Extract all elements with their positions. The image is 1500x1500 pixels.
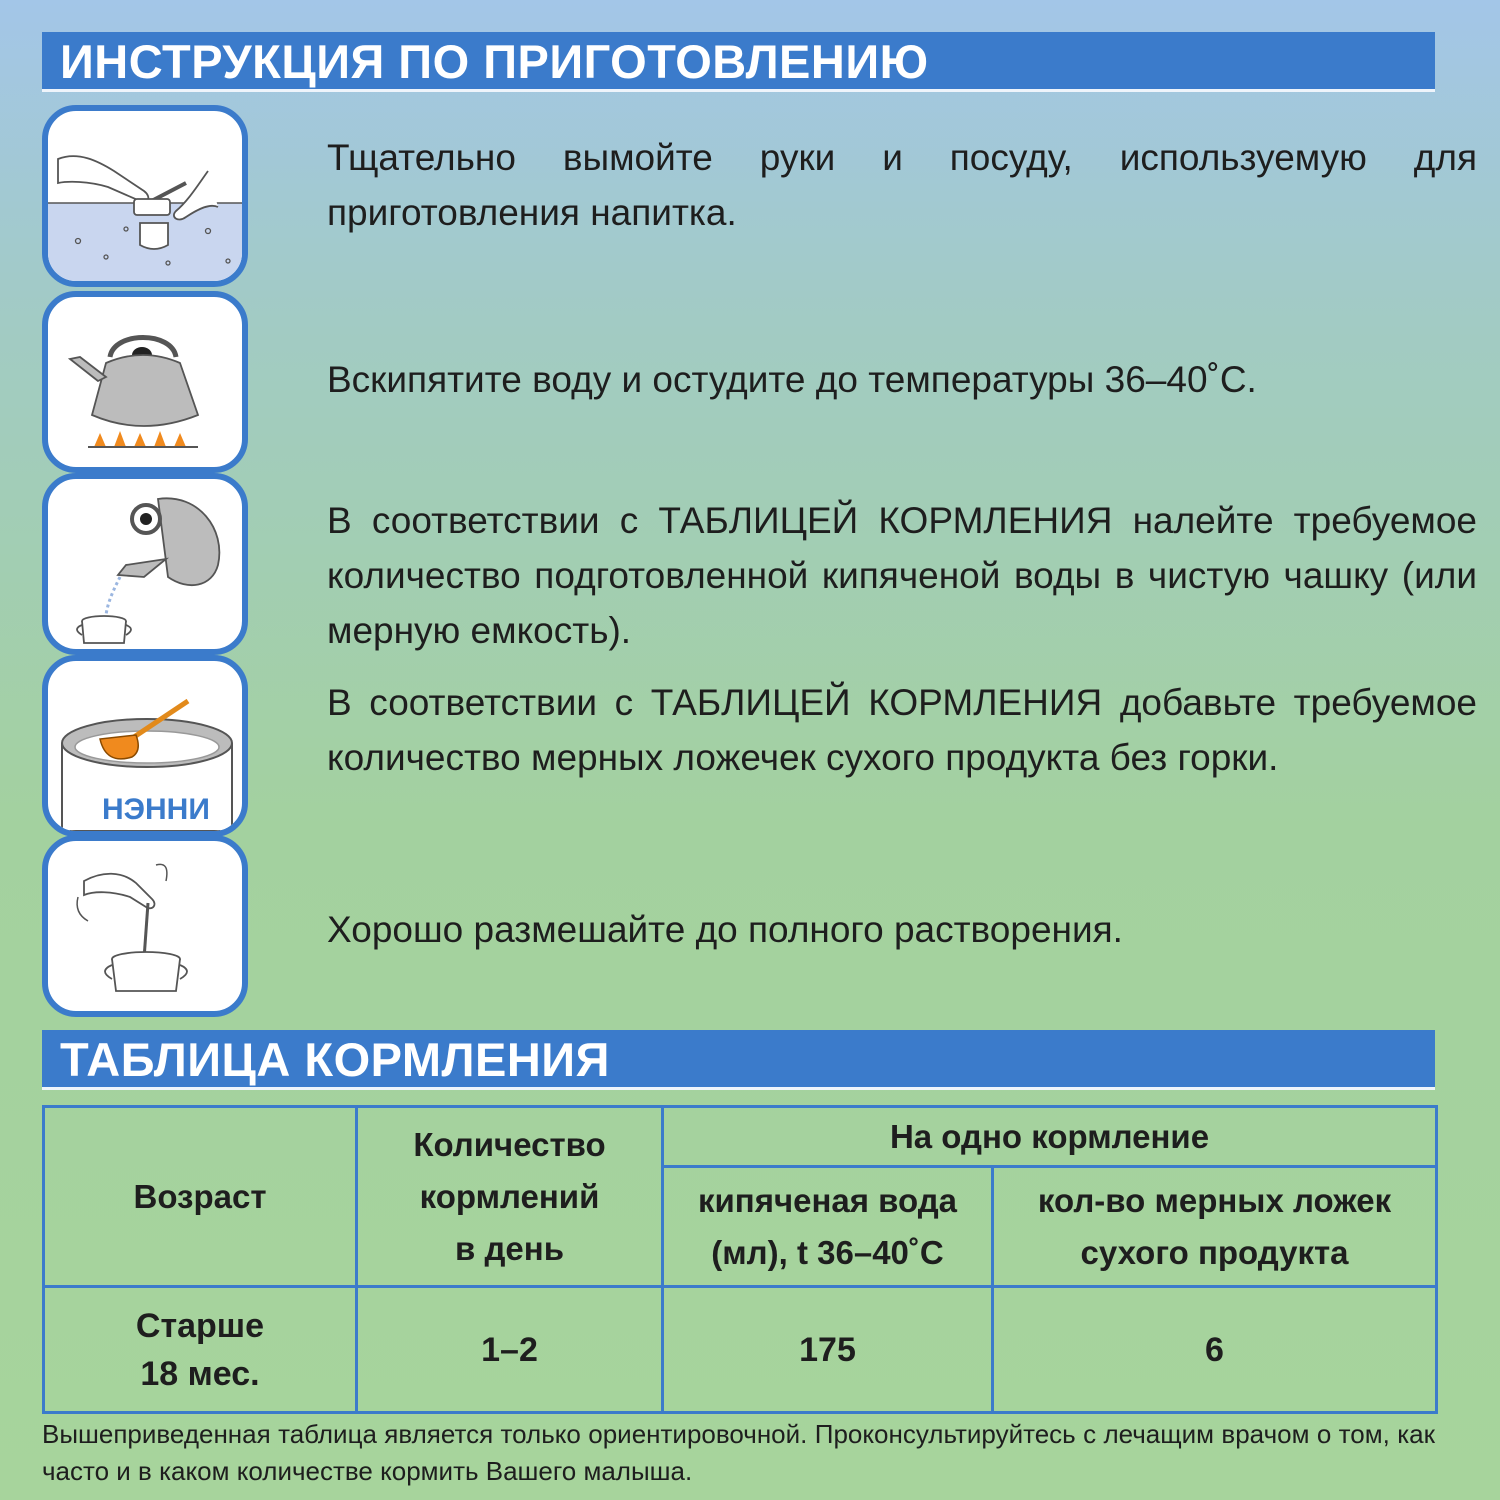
measuring-spoon-can-icon: [42, 655, 248, 837]
feeding-table-title: ТАБЛИЦА КОРМЛЕНИЯ: [42, 1030, 1435, 1090]
header-age: Возраст: [44, 1107, 357, 1287]
instructions-title: ИНСТРУКЦИЯ ПО ПРИГОТОВЛЕНИЮ: [42, 32, 1435, 92]
product-label: НЭННИ: [102, 793, 210, 826]
feeding-table: [42, 1105, 1438, 1414]
cell-water: 175: [663, 1287, 993, 1413]
header-water: кипяченая вода (мл), t 36–40˚С: [663, 1167, 993, 1287]
stirring-cup-icon: [42, 835, 248, 1017]
header-feedings-per-day: Количество кормлений в день: [357, 1107, 663, 1287]
hand-washing-icon: [42, 105, 248, 287]
footnote: Вышеприведенная таблица является только ориентировочной. Проконсультируйтесь с лечащим врачом о том, как часто и в каком количестве кормить Вашего малыша.: [42, 1419, 1435, 1486]
pouring-water-icon: [42, 473, 248, 655]
cell-feedings-per-day: 1–2: [357, 1287, 663, 1413]
step-1-text: Тщательно вымойте руки и посуду, используемую для приготовления напитка.: [327, 137, 1477, 233]
step-5-text: Хорошо размешайте до полного растворения.: [327, 909, 1123, 950]
header-per-feeding: На одно кормление: [663, 1107, 1437, 1167]
step-3-text: В соответствии с ТАБЛИЦЕЙ КОРМЛЕНИЯ налейте требуемое количество подготовленной кипяченой воды в чистую чашку (или мерную емкость).: [327, 500, 1477, 651]
step-4-text: В соответствии с ТАБЛИЦЕЙ КОРМЛЕНИЯ добавьте требуемое количество мерных ложечек сухого продукта без горки.: [327, 682, 1477, 778]
cell-age: Старше 18 мес.: [44, 1287, 357, 1413]
cell-spoons: 6: [993, 1287, 1437, 1413]
header-spoons: кол-во мерных ложек сухого продукта: [993, 1167, 1437, 1287]
kettle-on-stove-icon: [42, 291, 248, 473]
step-2-text: Вскипятите воду и остудите до температуры 36–40˚С.: [327, 359, 1257, 400]
